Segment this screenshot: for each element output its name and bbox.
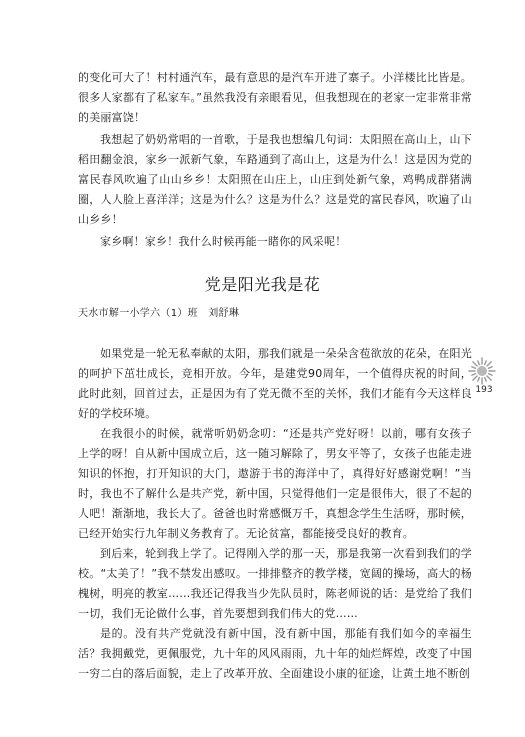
sunburst-ray xyxy=(472,374,476,376)
paragraph: 到后来，轮到我上学了。记得刚入学的那一天，那是我第一次看到我们的学校。“太美了！”我不禁发出感叹。一排排整齐的教学楼，宽阔的操场，高大的杨槐树，明亮的教室……我还记得我当少先队员时，陈老师说的话：是党给了我们一切，我们无论做什么事，首先要想到我们伟大的党…… xyxy=(78,547,472,620)
sunburst-ray xyxy=(485,361,487,365)
paragraph: 家乡啊！家乡！我什么时候再能一睹你的风采呢！ xyxy=(100,235,347,248)
sunburst-ray xyxy=(487,376,491,380)
page-number: 193 xyxy=(475,385,493,395)
sunburst-ray xyxy=(472,367,476,369)
paragraph-continued: 的变化可大了！村村通汽车，最有意思的是汽车开进了寨子。小洋楼比比皆是。很多人家都有了私家车。”虽然我没有亲眼看见，但我想现在的老家一定非常非常的美丽富饶！ xyxy=(78,71,472,124)
article-title: 党是阳光我是花 xyxy=(204,275,321,294)
paragraph: 如果党是一轮无私奉献的太阳，那我们就是一朵朵含苞欲放的花朵，在阳光的呵护下茁壮成长，竞相开放。今年，是建党90周年，一个值得庆祝的时间，此时此刻，回首过去，正是因为有了党无微不至的关怀，我们才能有今天这样良好的学校环境。 xyxy=(78,347,472,420)
sunburst-icon xyxy=(468,357,496,385)
previous-article-ending xyxy=(78,68,472,252)
sunburst-ray xyxy=(487,362,491,366)
sunburst-ray xyxy=(488,367,492,369)
article-body xyxy=(78,344,472,684)
sunburst-ray xyxy=(485,377,487,381)
paragraph: 我想起了奶奶常唱的一首歌，于是我也想编几句词：太阳照在高山上，山下稻田翻金浪，家乡一派新气象，车路通到了高山上，这是为什么！这是因为党的富民春风吹遍了山山乡乡！太阳照在山庄上，山庄到处新气象，鸡鸭成群猪满圈，人人脸上喜洋洋；这是为什么？这是为什么？这是党的富民春风，吹遍了山山乡乡！ xyxy=(78,133,472,226)
sunburst-ray xyxy=(473,362,477,366)
sunburst-ray xyxy=(473,376,477,380)
sunburst-ray xyxy=(488,374,492,376)
paragraph: 在我很小的时候，就常听奶奶念叨：“还是共产党好呀！以前，哪有女孩子上学的呀！自从新中国成立后，这一随习解除了，男女平等了，女孩子也能走进知识的怀抱，打开知识的大门，遨游于书的海洋中了，真得好好感谢党啊！”当时，我也不了解什么是共产党，新中国，只觉得他们一定是很伟大，很了不起的人吧！渐渐地，我长大了。爸爸也时常感慨万千，真想念学生生活呀，那时候，已经开始实行九年制义务教育了。无论贫富，都能接受良好的教育。 xyxy=(78,427,472,540)
sunburst-ray xyxy=(478,377,480,381)
sunburst-ray xyxy=(478,361,480,365)
paragraph: 是的。没有共产党就没有新中国，没有新中国，那能有我们如今的幸福生活？我拥戴党，更佩服党，九十年的风风雨雨，九十年的灿烂辉煌，改变了中国一穷二白的落后面貌，走上了改革开放、全面建设小康的征途，让黄土地不断创 xyxy=(78,627,472,680)
article-byline: 天水市解一小学六（1）班 刘舒琳 xyxy=(78,308,240,319)
